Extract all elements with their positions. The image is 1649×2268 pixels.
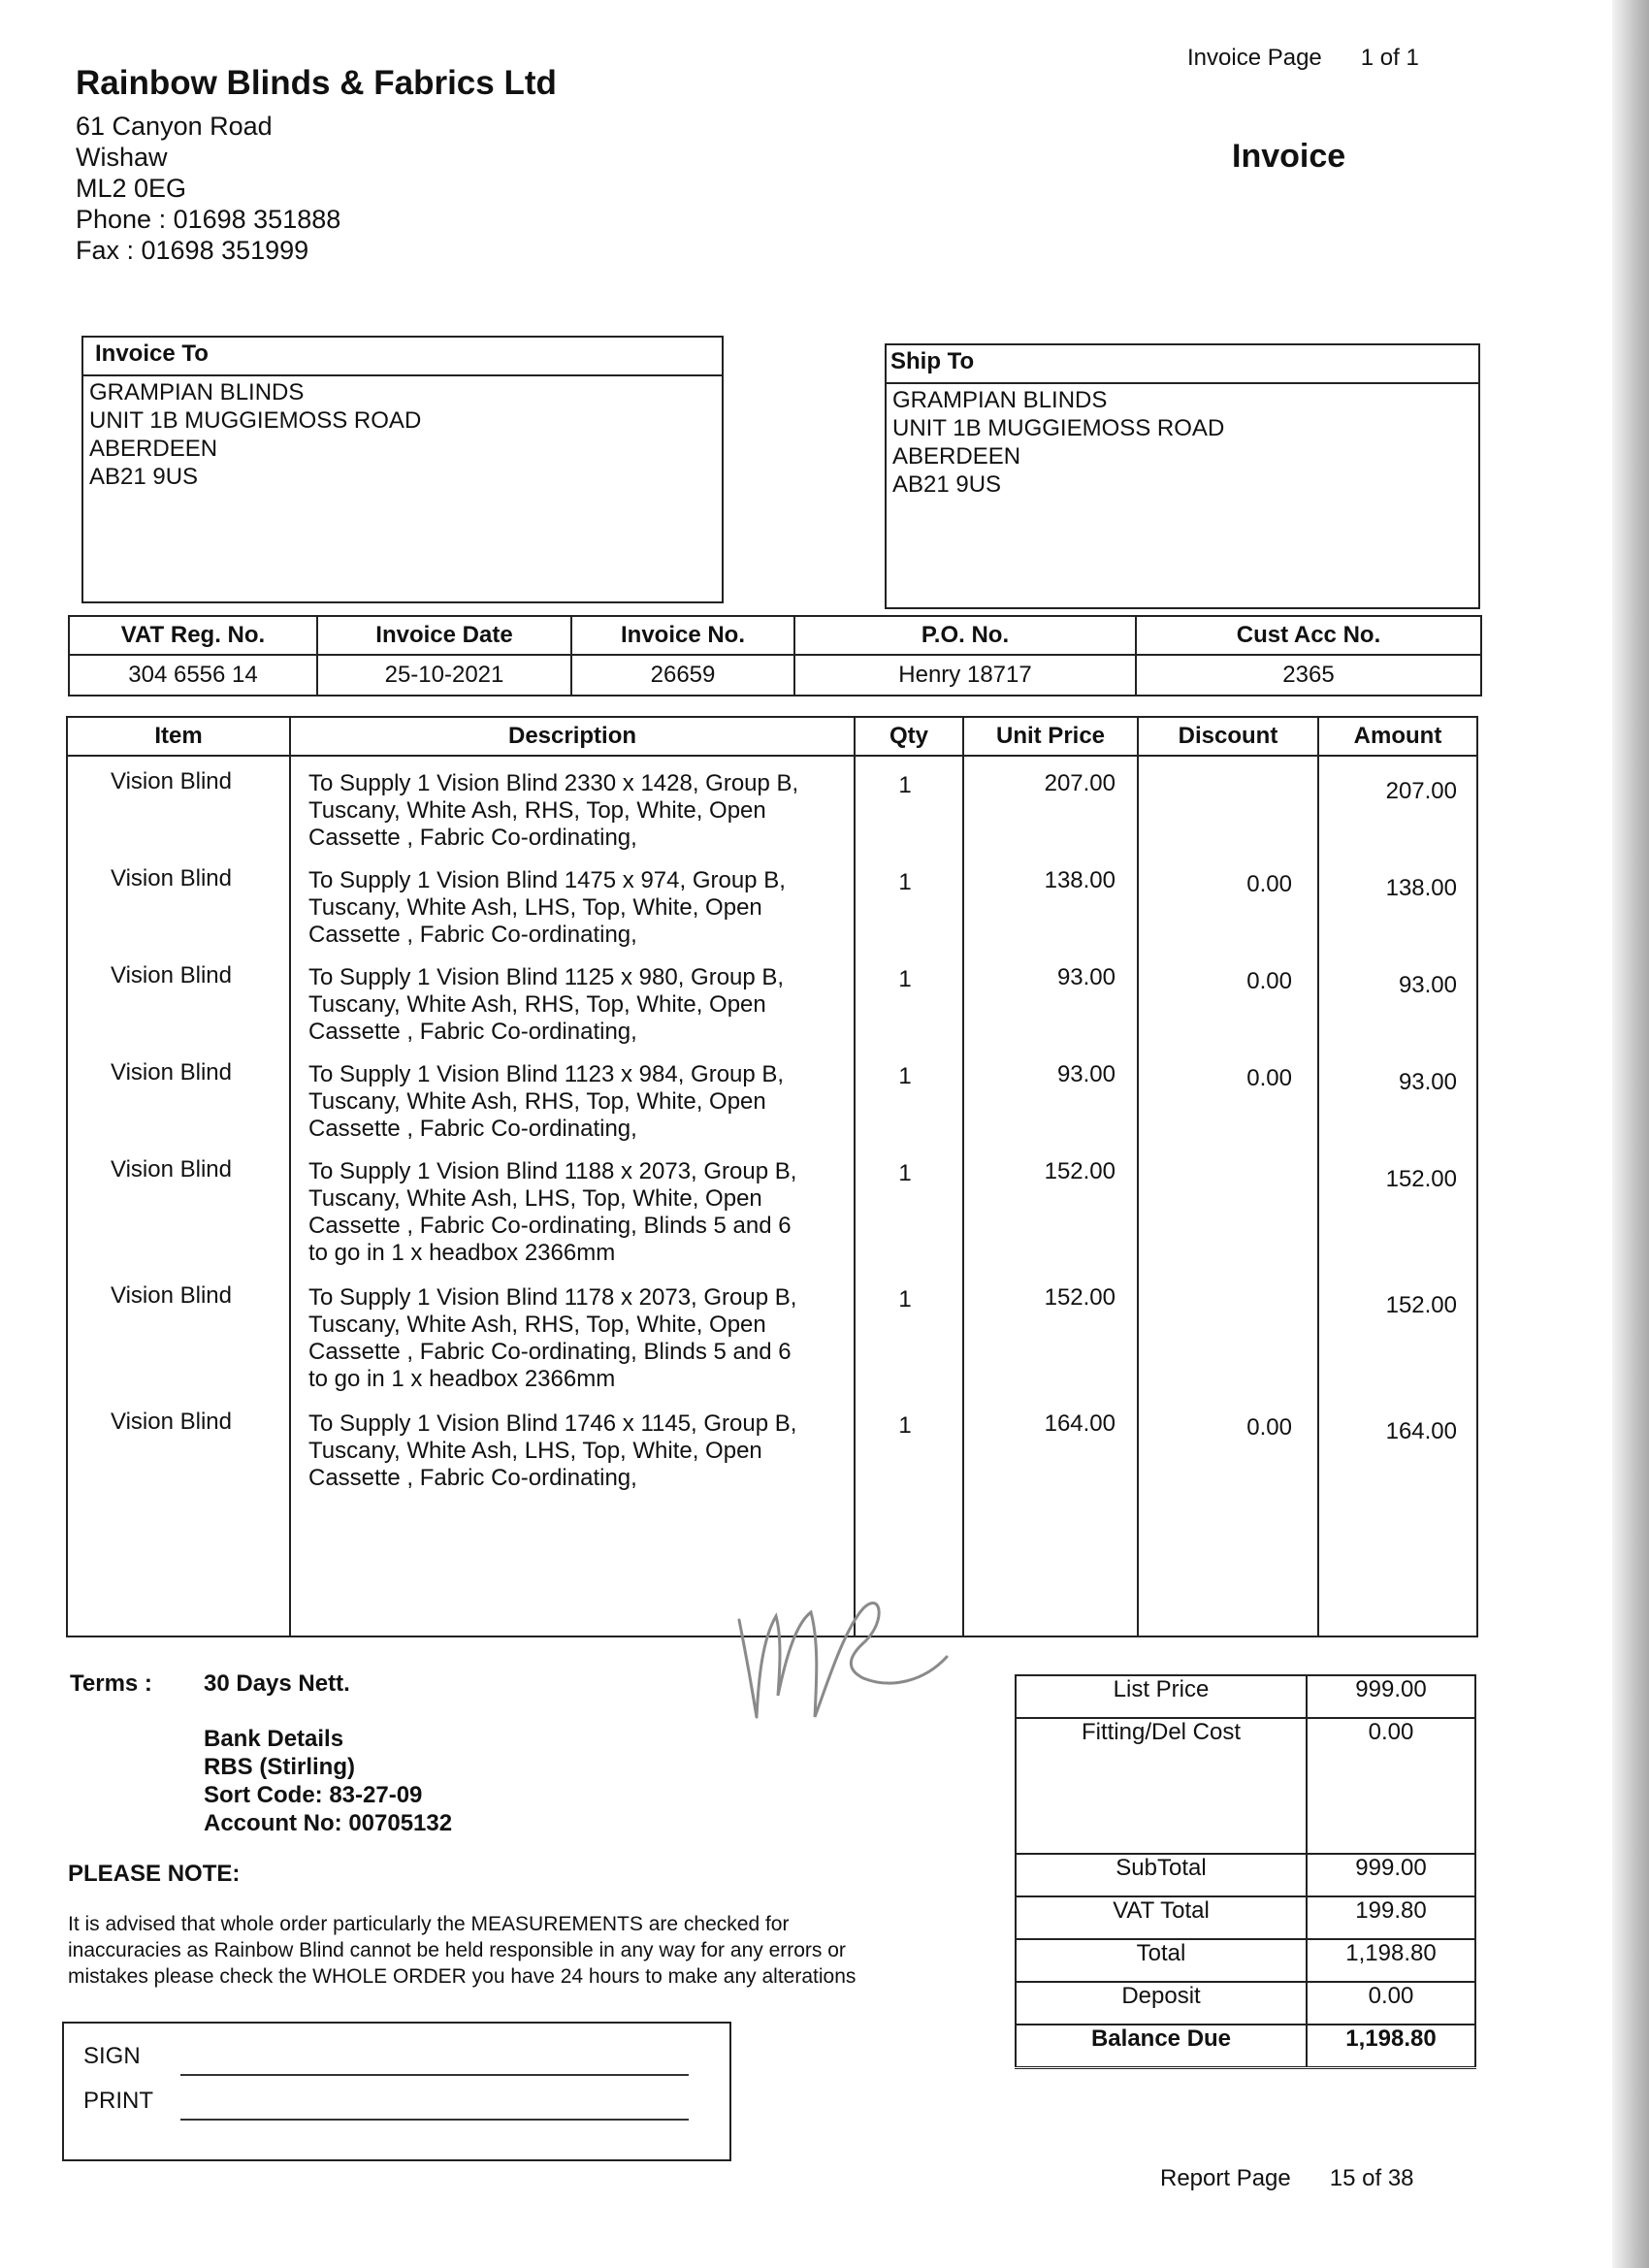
qty-header: Qty	[855, 717, 963, 756]
bank-details	[204, 1725, 452, 1837]
account-number: Account No: 00705132	[204, 1810, 453, 1836]
sign-label: SIGN	[83, 2043, 141, 2069]
description-line: Cassette , Fabric Co-ordinating,	[308, 825, 637, 851]
line-item-qty: 1	[898, 1412, 912, 1439]
line-item-discount: 0.00	[1246, 1065, 1292, 1091]
line-item-unit-price: 207.00	[1044, 770, 1116, 796]
description-line: To Supply 1 Vision Blind 1475 x 974, Group B,	[308, 867, 786, 893]
subtotal-label: SubTotal	[1016, 1854, 1307, 1896]
balance-due-label: Balance Due	[1016, 2025, 1307, 2068]
line-item-name: Vision Blind	[111, 1059, 232, 1085]
ship-to-line: AB21 9US	[892, 471, 1002, 498]
line-item-discount: 0.00	[1246, 968, 1292, 994]
vat-reg-header: VAT Reg. No.	[69, 616, 317, 655]
amount-header: Amount	[1318, 717, 1477, 756]
totals-table	[1015, 1674, 1476, 2069]
description-line: To Supply 1 Vision Blind 2330 x 1428, Group B,	[308, 770, 799, 796]
list-price-label: List Price	[1016, 1675, 1307, 1718]
address-line: 61 Canyon Road	[76, 112, 273, 141]
company-address	[76, 111, 340, 266]
print-line[interactable]	[180, 2119, 689, 2121]
invoice-to-heading: Invoice To	[83, 338, 722, 376]
ship-to-line: GRAMPIAN BLINDS	[892, 387, 1108, 413]
line-item-name: Vision Blind	[111, 962, 232, 988]
vat-reg-value: 304 6556 14	[69, 655, 317, 696]
cust-acc-header: Cust Acc No.	[1136, 616, 1481, 655]
list-price-row	[1016, 1675, 1475, 1718]
note-line: inaccuracies as Rainbow Blind cannot be held responsible in any way for any errors or	[68, 1939, 846, 1961]
line-item-qty: 1	[898, 1286, 912, 1312]
address-line: ML2 0EG	[76, 174, 187, 203]
ship-to-address	[887, 384, 1478, 501]
fax-line: Fax : 01698 351999	[76, 236, 309, 265]
note-line: It is advised that whole order particularly the MEASUREMENTS are checked for	[68, 1913, 790, 1935]
vat-total-value: 199.80	[1307, 1896, 1475, 1939]
line-item-qty: 1	[898, 772, 912, 798]
info-header-row	[69, 616, 1481, 655]
vat-total-label: VAT Total	[1016, 1896, 1307, 1939]
line-item-amount: 138.00	[1385, 875, 1457, 901]
description-line: To Supply 1 Vision Blind 1125 x 980, Group B,	[308, 964, 785, 990]
deposit-row	[1016, 1982, 1475, 2025]
scan-edge-shadow	[1612, 0, 1649, 2268]
ship-to-box	[885, 343, 1480, 609]
list-price-value: 999.00	[1307, 1675, 1475, 1718]
invoice-to-line: GRAMPIAN BLINDS	[89, 379, 305, 405]
line-item-description	[308, 867, 852, 949]
invoice-to-line: UNIT 1B MUGGIEMOSS ROAD	[89, 407, 422, 434]
description-line: Cassette , Fabric Co-ordinating,	[308, 1019, 637, 1045]
invoice-to-box	[81, 336, 724, 603]
line-item-description	[308, 1061, 852, 1143]
total-value: 1,198.80	[1307, 1939, 1475, 1982]
line-item-unit-price: 93.00	[1056, 1061, 1116, 1087]
invoice-page-value: 1 of 1	[1360, 45, 1419, 71]
ship-to-line: ABERDEEN	[892, 443, 1021, 470]
line-item-unit-price: 152.00	[1044, 1158, 1116, 1184]
description-line: To Supply 1 Vision Blind 1188 x 2073, Group B,	[308, 1158, 797, 1184]
description-line: Tuscany, White Ash, LHS, Top, White, Open	[308, 1185, 762, 1212]
print-label: PRINT	[83, 2088, 153, 2114]
description-line: Tuscany, White Ash, RHS, Top, White, Open	[308, 991, 766, 1018]
description-line: to go in 1 x headbox 2366mm	[308, 1240, 616, 1266]
description-line: Cassette , Fabric Co-ordinating, Blinds 5 and 6	[308, 1339, 792, 1365]
info-value-row	[69, 655, 1481, 696]
invoice-no-header: Invoice No.	[571, 616, 794, 655]
description-line: Cassette , Fabric Co-ordinating,	[308, 1116, 637, 1142]
invoice-to-line: ABERDEEN	[89, 436, 218, 462]
line-item-amount: 207.00	[1385, 778, 1457, 804]
invoice-date-value: 25-10-2021	[317, 655, 571, 696]
line-item-name: Vision Blind	[111, 865, 232, 891]
description-line: to go in 1 x headbox 2366mm	[308, 1366, 616, 1392]
item-header: Item	[67, 717, 290, 756]
line-item-qty: 1	[898, 869, 912, 895]
sort-code: Sort Code: 83-27-09	[204, 1782, 423, 1808]
line-item-amount: 93.00	[1398, 1069, 1457, 1095]
fitting-row	[1016, 1718, 1475, 1854]
description-header: Description	[290, 717, 855, 756]
document-title: Invoice	[1232, 138, 1346, 175]
line-item-description	[308, 1158, 852, 1267]
unit-price-header: Unit Price	[963, 717, 1138, 756]
invoice-to-line: AB21 9US	[89, 464, 199, 490]
line-item-description	[308, 1284, 852, 1393]
line-item-discount: 0.00	[1246, 1414, 1292, 1441]
description-line: To Supply 1 Vision Blind 1123 x 984, Group B,	[308, 1061, 785, 1087]
fitting-del-cost-value: 0.00	[1307, 1718, 1475, 1854]
description-line: Tuscany, White Ash, RHS, Top, White, Open	[308, 797, 766, 824]
line-item-qty: 1	[898, 1063, 912, 1089]
po-no-header: P.O. No.	[794, 616, 1136, 655]
terms-value: 30 Days Nett.	[204, 1670, 350, 1697]
description-line: To Supply 1 Vision Blind 1178 x 2073, Group B,	[308, 1284, 797, 1311]
line-item-name: Vision Blind	[111, 1282, 232, 1309]
line-item-description	[308, 770, 852, 852]
company-name: Rainbow Blinds & Fabrics Ltd	[76, 64, 557, 102]
line-item-description	[308, 964, 852, 1046]
description-line: Tuscany, White Ash, RHS, Top, White, Open	[308, 1312, 766, 1338]
line-item-name: Vision Blind	[111, 768, 232, 794]
report-page-value: 15 of 38	[1329, 2165, 1414, 2191]
fitting-del-cost-label: Fitting/Del Cost	[1016, 1718, 1307, 1854]
description-line: Cassette , Fabric Co-ordinating,	[308, 1465, 637, 1491]
bank-name: RBS (Stirling)	[204, 1754, 355, 1780]
bank-details-title: Bank Details	[204, 1726, 344, 1752]
handwritten-initials-mark	[718, 1523, 960, 1775]
ship-to-heading: Ship To	[887, 345, 1478, 384]
report-page-info	[1160, 2165, 1414, 2192]
cust-acc-value: 2365	[1136, 655, 1481, 696]
line-item-unit-price: 152.00	[1044, 1284, 1116, 1311]
address-line: Wishaw	[76, 143, 168, 172]
invoice-to-address	[83, 376, 722, 493]
items-header-row	[67, 717, 1477, 756]
balance-due-row	[1016, 2025, 1475, 2068]
balance-due-value: 1,198.80	[1307, 2025, 1475, 2068]
terms-label: Terms :	[70, 1670, 152, 1697]
subtotal-row	[1016, 1854, 1475, 1896]
po-no-value: Henry 18717	[794, 655, 1136, 696]
total-label: Total	[1016, 1939, 1307, 1982]
phone-line: Phone : 01698 351888	[76, 205, 341, 234]
description-line: Cassette , Fabric Co-ordinating,	[308, 922, 637, 948]
line-item-qty: 1	[898, 966, 912, 992]
total-row	[1016, 1939, 1475, 1982]
description-line: Tuscany, White Ash, RHS, Top, White, Open	[308, 1088, 766, 1115]
ship-to-line: UNIT 1B MUGGIEMOSS ROAD	[892, 415, 1225, 441]
line-item-amount: 152.00	[1385, 1166, 1457, 1192]
description-line: Tuscany, White Ash, LHS, Top, White, Open	[308, 1438, 762, 1464]
invoice-date-header: Invoice Date	[317, 616, 571, 655]
line-item-amount: 152.00	[1385, 1292, 1457, 1318]
line-item-description	[308, 1410, 852, 1492]
deposit-value: 0.00	[1307, 1982, 1475, 2025]
invoice-info-table	[68, 615, 1482, 697]
description-line: Cassette , Fabric Co-ordinating, Blinds 5 and 6	[308, 1213, 792, 1239]
line-item-discount: 0.00	[1246, 871, 1292, 897]
line-item-qty: 1	[898, 1160, 912, 1186]
invoice-no-value: 26659	[571, 655, 794, 696]
please-note-text	[68, 1911, 970, 1990]
discount-header: Discount	[1138, 717, 1318, 756]
description-line: Tuscany, White Ash, LHS, Top, White, Open	[308, 894, 762, 921]
line-item-unit-price: 93.00	[1056, 964, 1116, 990]
line-item-name: Vision Blind	[111, 1156, 232, 1183]
vat-total-row	[1016, 1896, 1475, 1939]
line-item-name: Vision Blind	[111, 1409, 232, 1435]
description-line: To Supply 1 Vision Blind 1746 x 1145, Group B,	[308, 1410, 797, 1437]
note-line: mistakes please check the WHOLE ORDER you have 24 hours to make any alterations	[68, 1965, 857, 1988]
invoice-page-info	[1187, 45, 1419, 72]
please-note-title: PLEASE NOTE:	[68, 1861, 241, 1887]
line-item-unit-price: 138.00	[1044, 867, 1116, 893]
report-page-label: Report Page	[1160, 2165, 1291, 2191]
sign-print-box	[62, 2022, 731, 2161]
deposit-label: Deposit	[1016, 1982, 1307, 2025]
invoice-page-label: Invoice Page	[1187, 45, 1322, 71]
sign-line[interactable]	[180, 2074, 689, 2076]
line-item-unit-price: 164.00	[1044, 1410, 1116, 1437]
subtotal-value: 999.00	[1307, 1854, 1475, 1896]
line-item-amount: 164.00	[1385, 1418, 1457, 1444]
line-item-amount: 93.00	[1398, 972, 1457, 998]
